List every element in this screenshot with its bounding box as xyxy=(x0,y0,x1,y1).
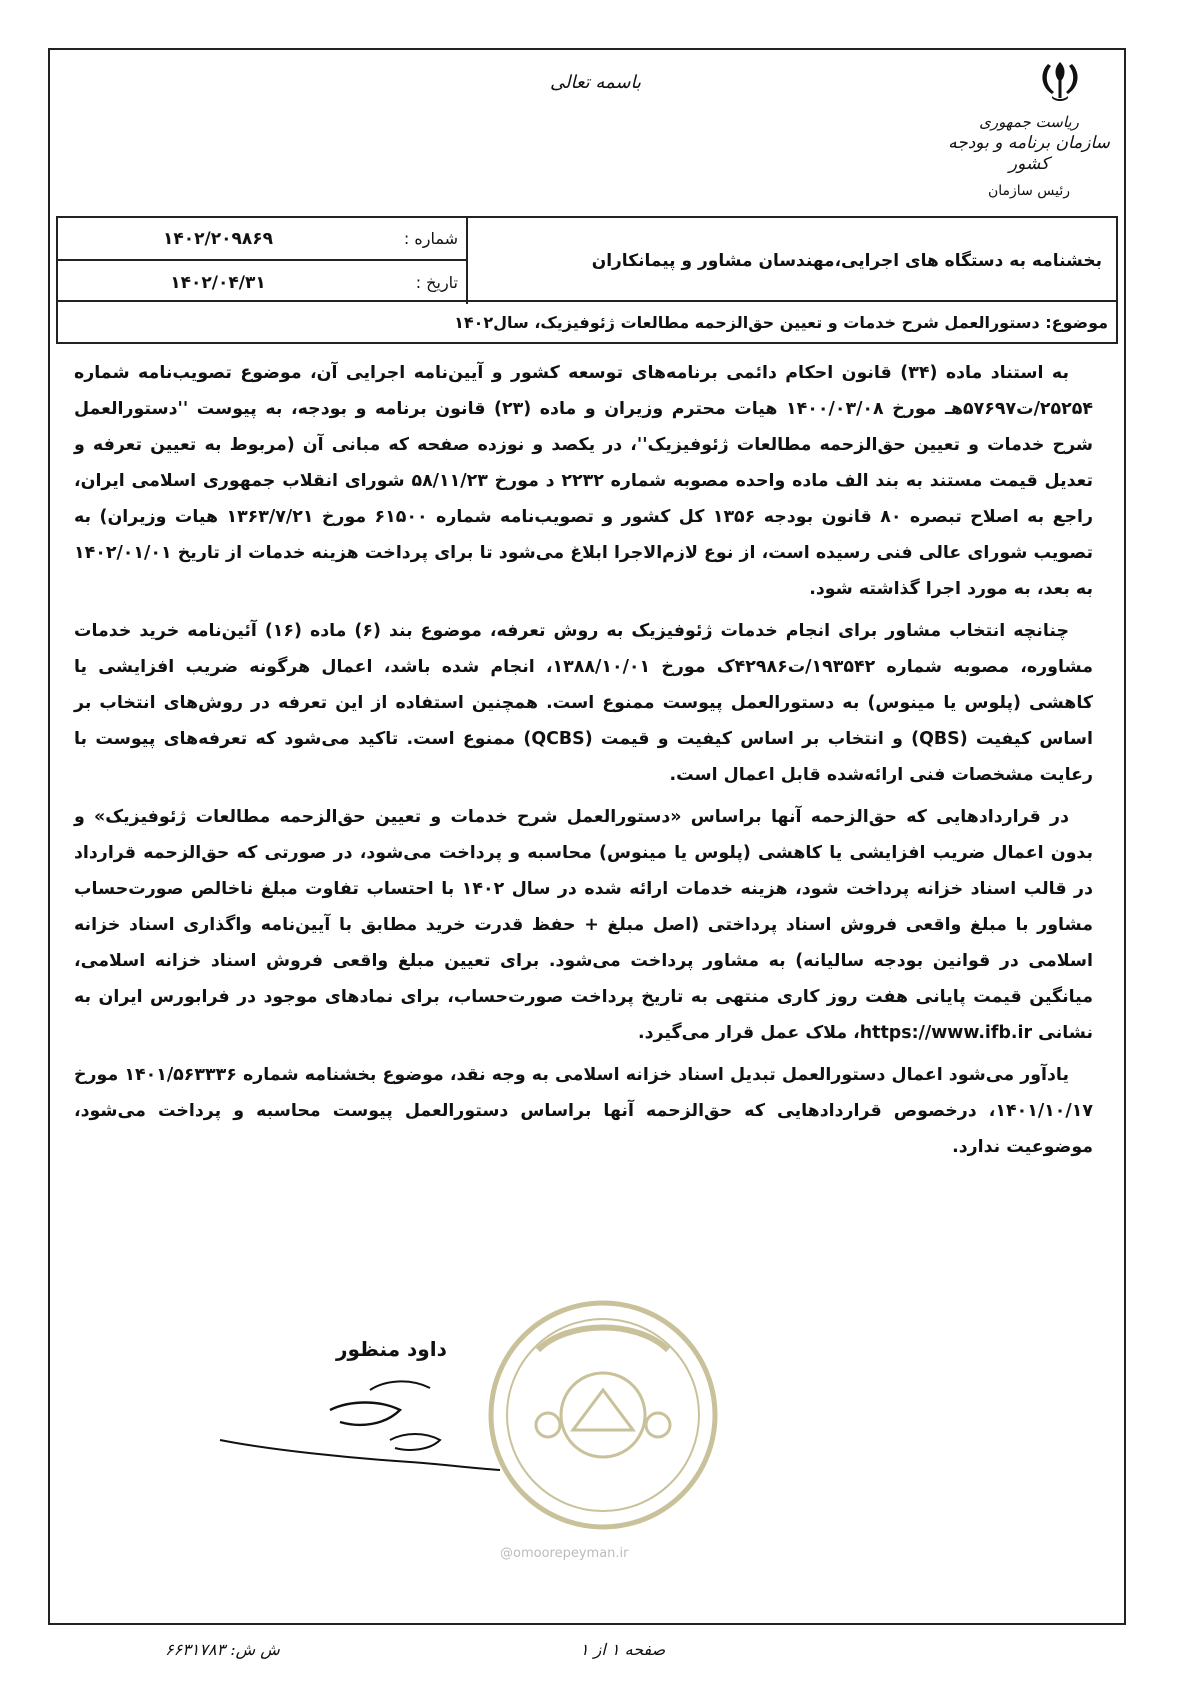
footer-code: ش ش: ۶۶۳۱۷۸۳ xyxy=(165,1640,280,1659)
number-value: ۱۴۰۲/۲۰۹۸۶۹ xyxy=(163,228,273,249)
date-value: ۱۴۰۲/۰۴/۳۱ xyxy=(170,272,266,293)
number-label: شماره : xyxy=(403,229,458,248)
subject-line: موضوع: دستورالعمل شرح خدمات و تعیین حق‌الزحمه مطالعات ژئوفیزیک، سال۱۴۰۲ xyxy=(58,300,1116,342)
paragraph-1: به استناد ماده (۳۴) قانون احکام دائمی برنامه‌های توسعه کشور و آیین‌نامه اجرایی آن، موضوع تصویب‌نامه شماره ۲۵۲۵۴/ت۵۷۶۹۷هـ مورخ ۱۴۰۰/۰۳/۰۸ هیات محترم وزیران و ماده (۲۳) قانون برنامه و بودجه، به پیوست ''دستورالعمل شرح خدمات و تعیین حق‌الزحمه مطالعات ژئوفیزیک''، در یکصد و نوزده صفحه که مبانی آن (مربوط به تعیین تعرفه و تعدیل قیمت مستند به بند الف ماده واحده مصوبه شماره ۲۲۳۲ د مورخ ۵۸/۱۱/۲۳ شورای انقلاب جمهوری اسلامی ایران، راجع به اصلاح تبصره ۸۰ قانون بودجه ۱۳۵۶ کل کشور و تصویب‌نامه شماره ۶۱۵۰۰ مورخ ۱۳۶۳/۷/۲۱ هیات وزیران) به تصویب شورای عالی فنی رسیده است، از نوع لازم‌الاجرا ابلاغ می‌شود تا برای پرداخت هزینه خدمات از تاریخ ۱۴۰۲/۰۱/۰۱ به بعد، به مورد اجرا گذاشته شود. xyxy=(74,363,1093,599)
date-row xyxy=(58,261,468,304)
paragraph-4: یادآور می‌شود اعمال دستورالعمل تبدیل اسناد خزانه اسلامی به وجه نقد، موضوع بخشنامه شماره ۱۴۰۱/۵۶۳۳۳۶ مورخ ۱۴۰۱/۱۰/۱۷، درخصوص قراردادهایی که حق‌الزحمه آنها براساس دستورالعمل پیوست محاسبه و پرداخت می‌شود، موضوعیت ندارد. xyxy=(74,1065,1093,1157)
footer-page-number: صفحه ۱ از ۱ xyxy=(580,1640,666,1659)
watermark-text: @omoorepeyman.ir xyxy=(500,1546,629,1561)
iran-emblem-icon xyxy=(1034,58,1086,102)
recipients: بخشنامه به دستگاه های اجرایی،مهندسان مشاور و پیمانکاران xyxy=(466,218,1116,304)
organization-block xyxy=(929,112,1129,202)
org-line-presidency: ریاست جمهوری xyxy=(979,113,1079,131)
signatory-name: داود منظور xyxy=(336,1337,447,1361)
handwritten-signature xyxy=(210,1370,510,1480)
paragraph-3: در قراردادهایی که حق‌الزحمه آنها براساس «دستورالعمل شرح خدمات و تعیین حق‌الزحمه مطالعات ژئوفیزیک» و بدون اعمال ضریب افزایشی یا کاهشی (پلوس یا مینوس) محاسبه و پرداخت می‌شود، در صورتی که حق‌الزحمه قرارداد در قالب اسناد خزانه پرداخت شود، هزینه خدمات ارائه شده در سال ۱۴۰۲ با احتساب تفاوت مبلغ ناخالص صورت‌حساب مشاور با مبلغ واقعی فروش اسناد پرداختی (اصل مبلغ + حفظ قدرت خرید مطابق با آیین‌نامه واگذاری اسناد خزانه اسلامی در قوانین بودجه سالیانه) به مشاور پرداخت می‌شود. برای تعیین مبلغ واقعی فروش اسناد خزانه اسلامی، میانگین قیمت پایانی هفت روز کاری منتهی به تاریخ پرداخت صورت‌حساب، برای نمادهای موجود در فرابورس ایران به نشانی https://www.ifb.ir، ملاک عمل قرار می‌گیرد. xyxy=(74,807,1093,1043)
seal-stamp xyxy=(478,1290,728,1540)
reference-table xyxy=(56,216,1118,344)
paragraph-2: چنانچه انتخاب مشاور برای انجام خدمات ژئوفیزیک به روش تعرفه، موضوع بند (۶) ماده (۱۶) آئین‌نامه خرید خدمات مشاوره، مصوبه شماره ۱۹۳۵۴۲/ت۴۲۹۸۶ک مورخ ۱۳۸۸/۱۰/۰۱، انجام شده باشد، اعمال هرگونه ضریب افزایشی یا کاهشی (پلوس یا مینوس) به دستورالعمل پیوست ممنوع است. همچنین استفاده از این تعرفه در روش‌های انتخاب بر اساس کیفیت (QBS) و انتخاب بر اساس کیفیت و قیمت (QCBS) ممنوع است. تاکید می‌شود که تعرفه‌های پیوست با رعایت مشخصات فنی ارائه‌شده قابل اعمال است. xyxy=(74,621,1093,785)
org-line-organization: سازمان برنامه و بودجه کشور xyxy=(948,133,1110,174)
letter-body xyxy=(74,355,1093,1171)
date-label: تاریخ : xyxy=(415,273,458,292)
invocation-heading: باسمه تعالی xyxy=(549,72,642,93)
org-line-head: رئیس سازمان xyxy=(988,183,1070,199)
number-row xyxy=(58,218,468,261)
